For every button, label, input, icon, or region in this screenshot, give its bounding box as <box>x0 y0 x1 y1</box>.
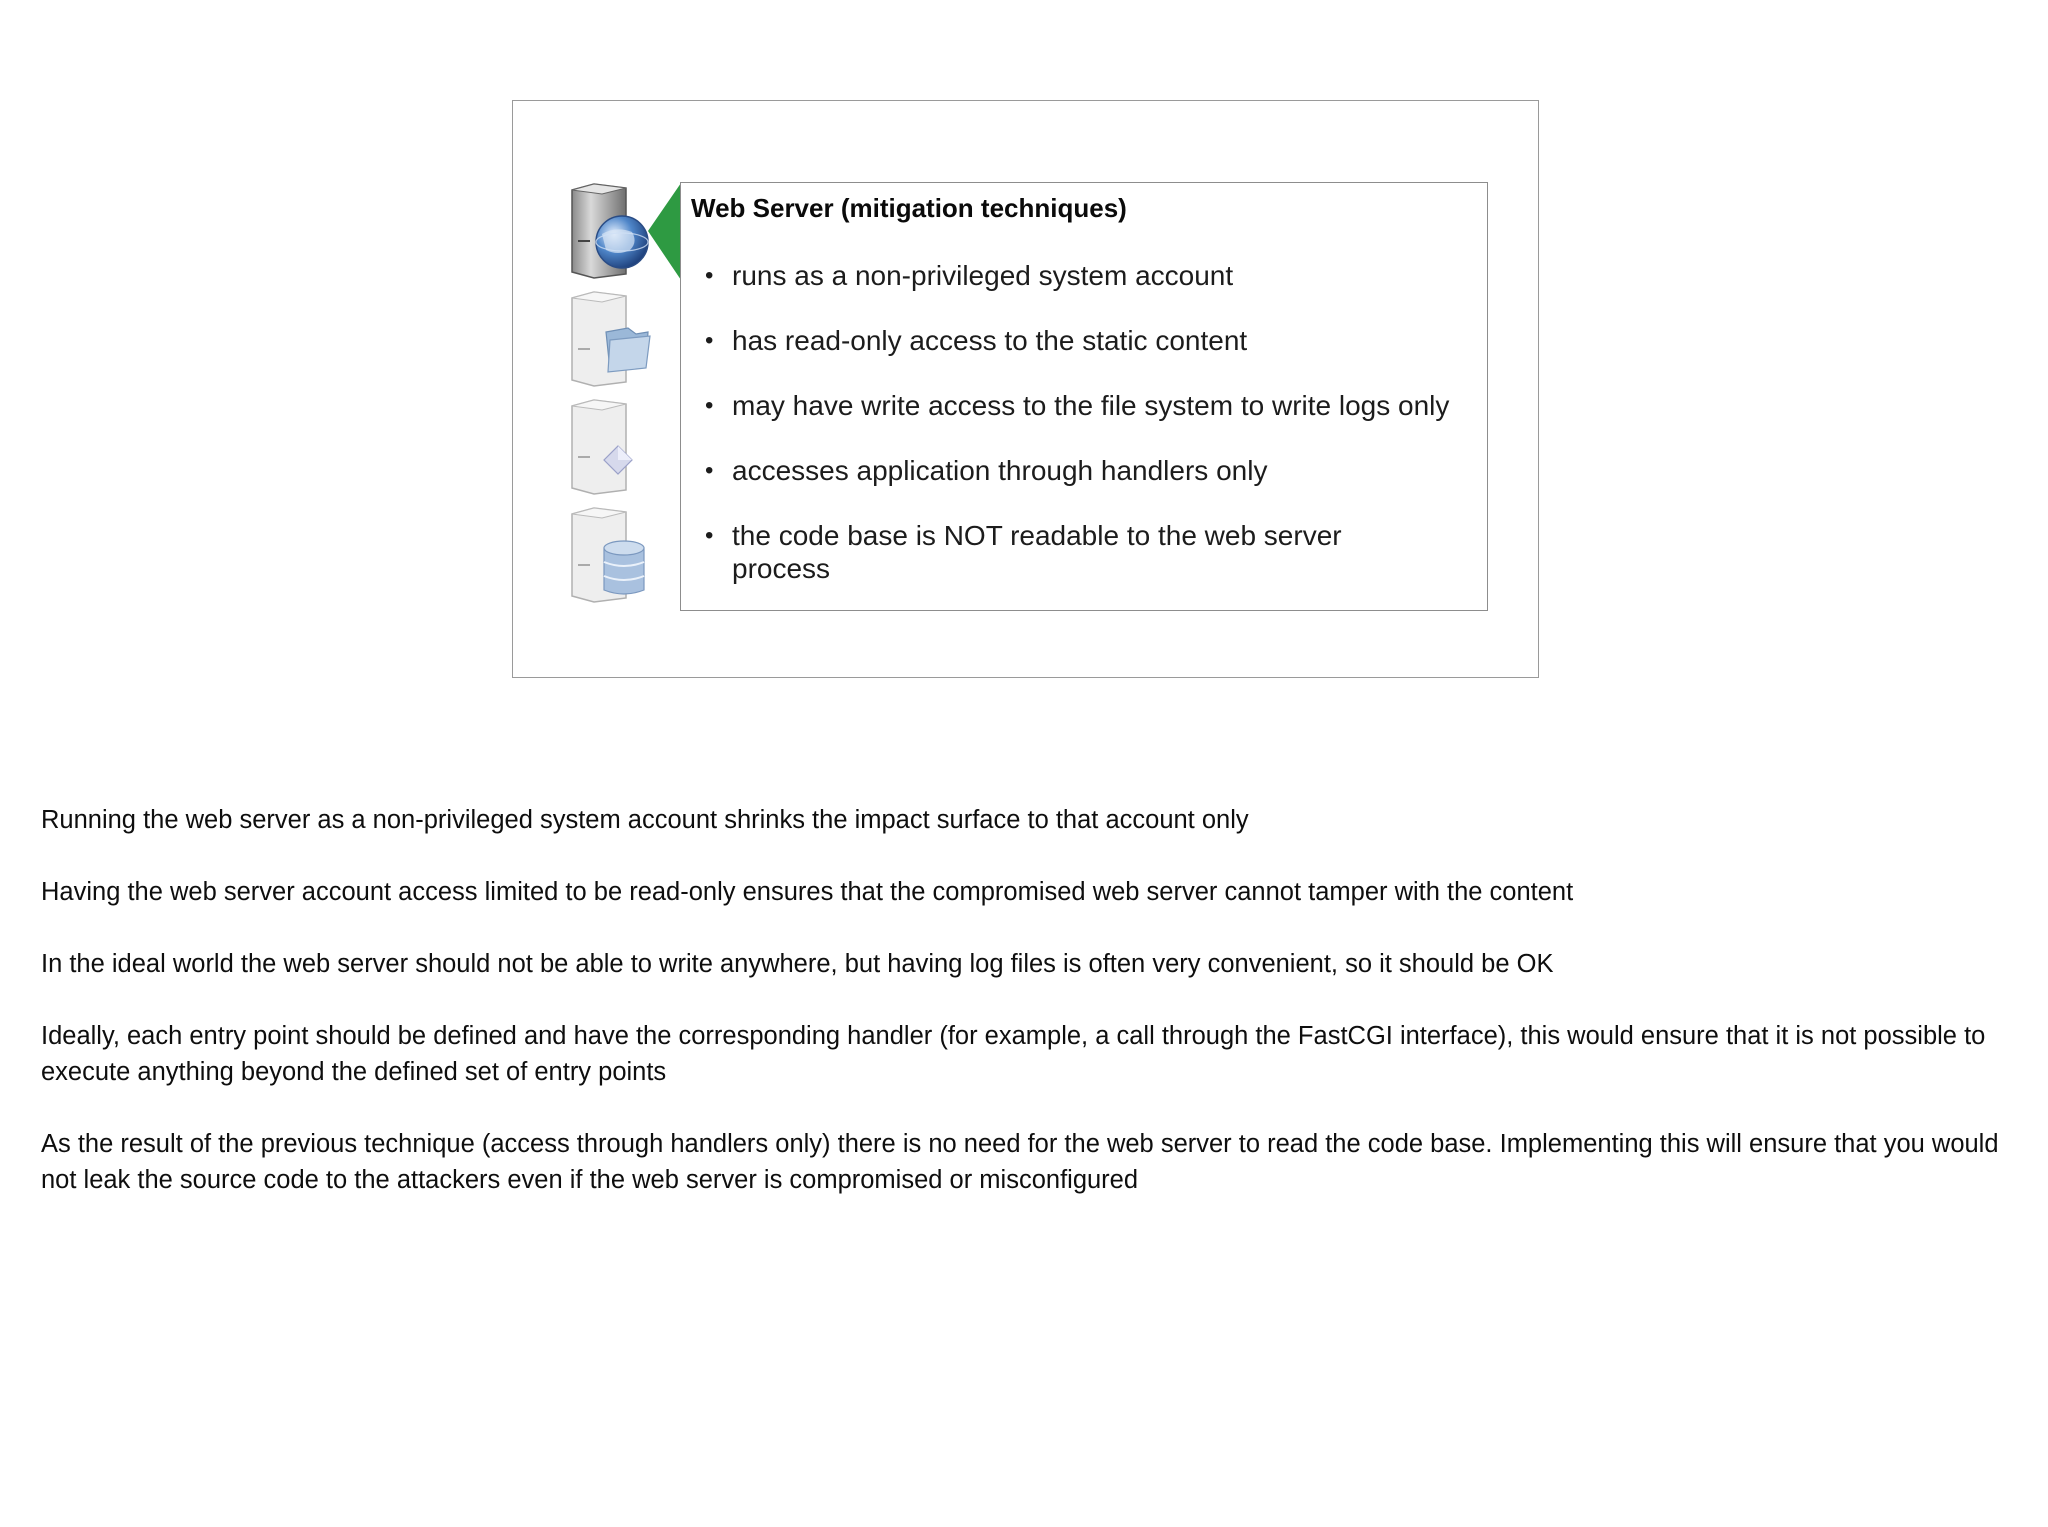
note-paragraph: Ideally, each entry point should be defined and have the corresponding handler (for example, a call through the FastCGI interface), this would ensure that it is not possible to execute anything beyond the defined set of entry points <box>41 1022 1986 1086</box>
file-server-icon <box>566 290 650 386</box>
note-paragraph: Running the web server as a non-privileged system account shrinks the impact surface to that account only <box>41 806 1249 834</box>
web-server-icon <box>566 182 650 278</box>
bullet-glyph: • <box>705 457 714 484</box>
note-paragraph: As the result of the previous technique (access through handlers only) there is no need for the web server to read the code base. Implementing this will ensure that you would not leak the source code to the attackers even if the web server is compromised or misconfigured <box>41 1130 1999 1194</box>
bullet-text: has read-only access to the static content <box>732 325 1248 356</box>
bullet-glyph: • <box>705 392 714 419</box>
callout-title: Web Server (mitigation techniques) <box>691 193 1127 223</box>
bullet-item <box>703 454 1463 487</box>
note-paragraph: In the ideal world the web server should not be able to write anywhere, but having log files is often very convenient, so it should be OK <box>41 950 1554 978</box>
database-server-icon <box>566 506 650 602</box>
bullet-item <box>703 389 1463 422</box>
bullet-text: the code base is NOT readable to the web server process <box>732 520 1342 584</box>
bullet-glyph: • <box>705 327 714 354</box>
bullet-glyph: • <box>705 522 714 549</box>
speaker-notes <box>41 802 2021 1234</box>
application-server-icon <box>566 398 650 494</box>
callout-pointer <box>648 183 681 280</box>
bullet-item <box>703 519 1463 585</box>
bullet-glyph: • <box>705 262 714 289</box>
bullet-item <box>703 259 1463 292</box>
bullet-text: may have write access to the file system to write logs only <box>732 390 1450 421</box>
bullet-item <box>703 324 1463 357</box>
note-paragraph: Having the web server account access limited to be read-only ensures that the compromised web server cannot tamper with the content <box>41 878 1574 906</box>
callout-box <box>680 182 1488 611</box>
bullet-text: accesses application through handlers only <box>732 455 1268 486</box>
bullet-list <box>703 259 1463 617</box>
bullet-text: runs as a non-privileged system account <box>732 260 1234 291</box>
